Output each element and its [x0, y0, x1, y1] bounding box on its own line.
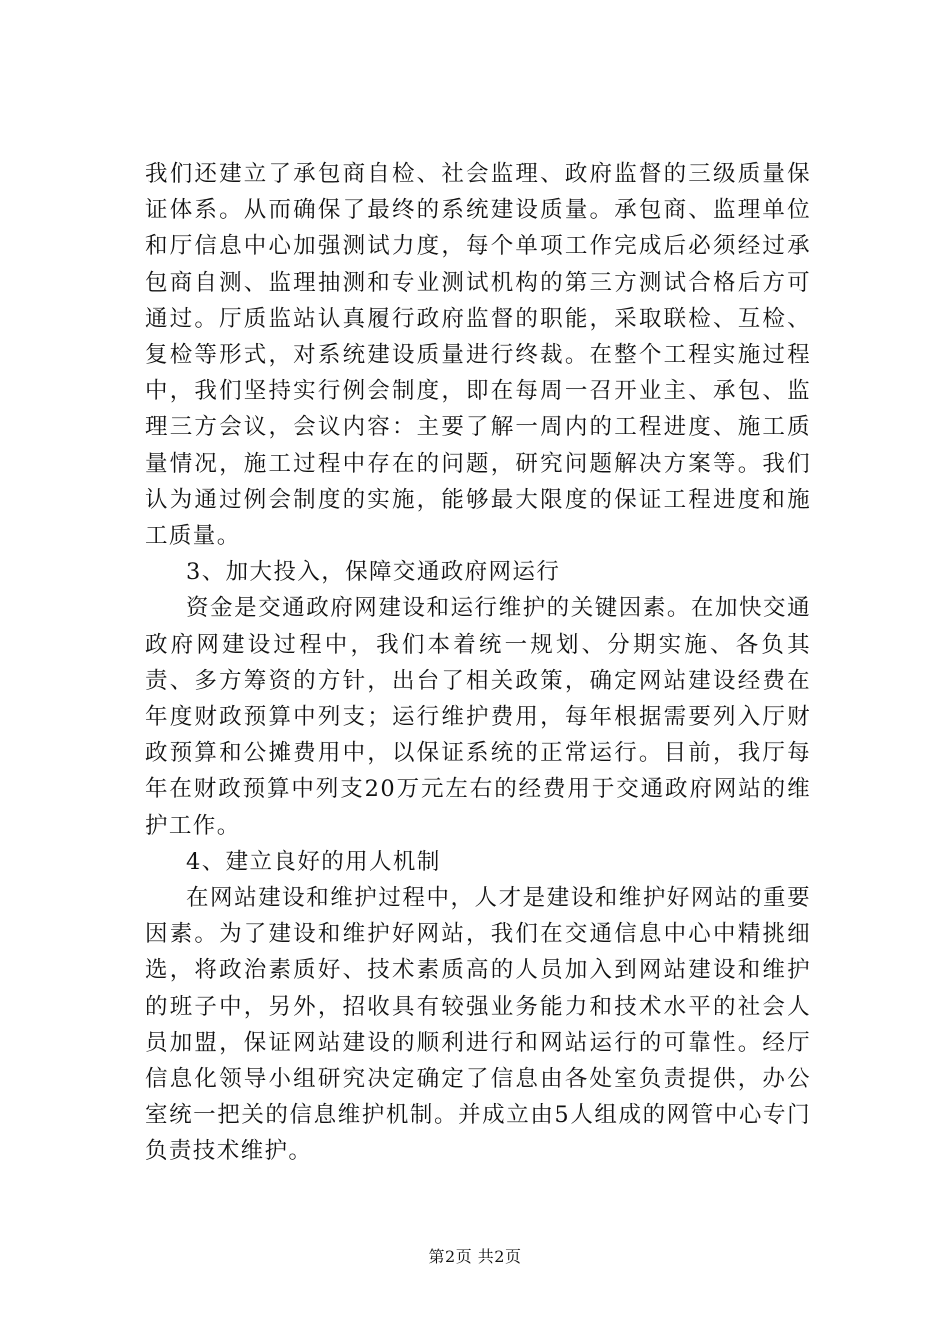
paragraph-quality-system: 我们还建立了承包商自检、社会监理、政府监督的三级质量保证体系。从而确保了最终的系统建设质量。承包商、监理单位和厅信息中心加强测试力度，每个单项工作完成后必须经过承包商自测、监理抽测和专业测试机构的第三方测试合格后方可通过。厅质监站认真履行政府监督的职能，采取联检、互检、复检等形式，对系统建设质量进行终裁。在整个工程实施过程中，我们坚持实行例会制度，即在每周一召开业主、承包、监理三方会议，会议内容：主要了解一周内的工程进度、施工质量情况，施工过程中存在的问题，研究问题解决方案等。我们认为通过例会制度的实施，能够最大限度的保证工程进度和施工质量。 [145, 161, 811, 550]
paragraph-staffing: 在网站建设和维护过程中，人才是建设和维护好网站的重要因素。为了建设和维护好网站，我们在交通信息中心中精挑细选，将政治素质好、技术素质高的人员加入到网站建设和维护的班子中，另外，招收具有较强业务能力和技术水平的社会人员加盟，保证网站建设的顺利进行和网站运行的可靠性。经厅信息化领导小组研究决定确定了信息由各处室负责提供，办公室统一把关的信息维护机制。并成立由5人组成的网管中心专门负责技术维护。 [145, 885, 811, 1165]
document-body [145, 156, 811, 1170]
section-heading-staffing: 4、建立良好的用人机制 [186, 848, 441, 875]
paragraph-funding: 资金是交通政府网建设和运行维护的关键因素。在加快交通政府网建设过程中，我们本着统一规划、分期实施、各负其责、多方筹资的方针，出台了相关政策，确定网站建设经费在年度财政预算中列支；运行维护费用，每年根据需要列入厅财政预算和公摊费用中，以保证系统的正常运行。目前，我厅每年在财政预算中列支20万元左右的经费用于交通政府网站的维护工作。 [145, 595, 811, 839]
section-heading-funding: 3、加大投入，保障交通政府网运行 [186, 559, 561, 586]
page-footer: 第2页 共2页 [428, 1247, 522, 1266]
